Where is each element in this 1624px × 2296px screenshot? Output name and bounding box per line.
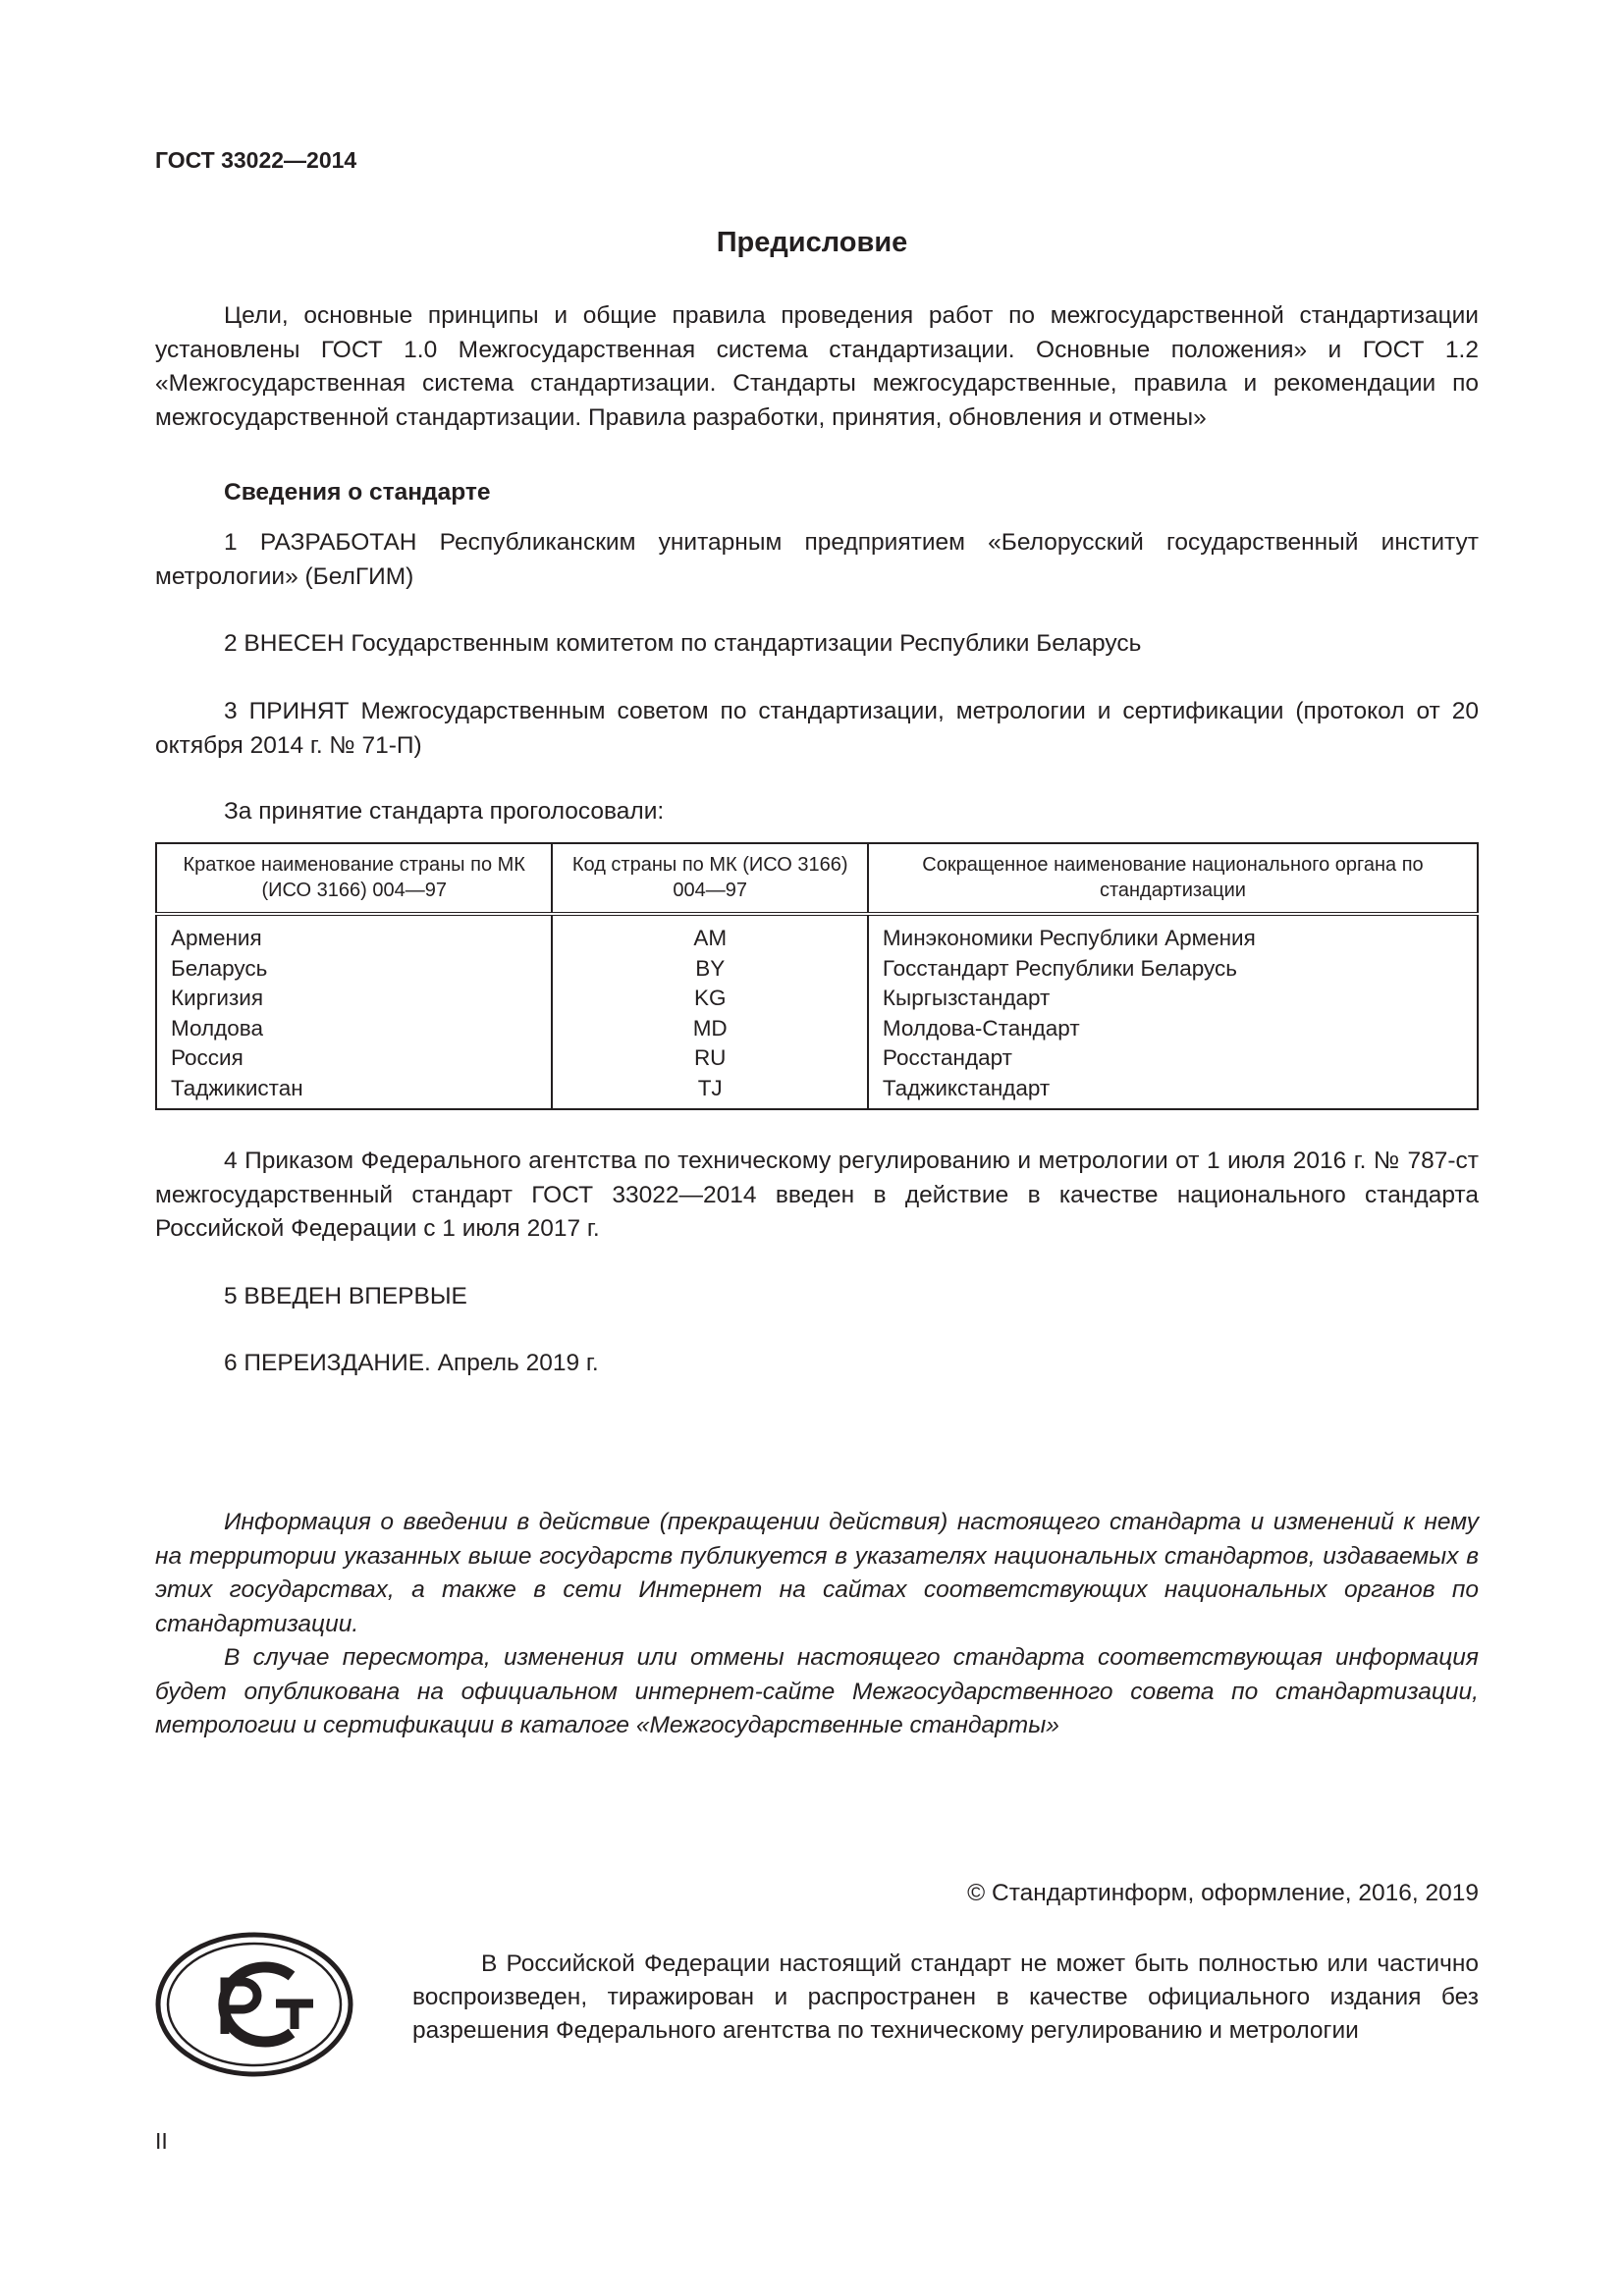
item-3-block: [155, 695, 1479, 763]
body-cell: Таджикстандарт: [868, 1074, 1478, 1109]
item-5: 5 ВВЕДЕН ВПЕРВЫЕ: [224, 1283, 467, 1309]
table-header-body: Сокращенное наименование национального органа по стандартизации: [868, 843, 1478, 914]
body-cell: Кыргызстандарт: [868, 984, 1478, 1014]
item-4-block: [155, 1145, 1479, 1247]
item-2-block: [155, 627, 1479, 662]
country-cell: Армения: [156, 914, 552, 954]
country-cell: Беларусь: [156, 954, 552, 985]
info-heading-block: [155, 476, 1479, 510]
table-header-country: Краткое наименование страны по МК (ИСО 3166) 004—97: [156, 843, 552, 914]
notice-paragraph-2: В случае пересмотра, изменения или отмены настоящего стандарта соответствующая информация будет опубликована на официальном интернет-сайте Межгосударственного совета по стандартизации, метрологии и сертификации в каталоге «Межгосударственные стандарты»: [155, 1644, 1479, 1738]
item-6-block: [155, 1347, 1479, 1381]
body-cell: Молдова-Стандарт: [868, 1014, 1478, 1044]
table-row: [156, 984, 1478, 1014]
vote-intro: За принятие стандарта проголосовали:: [224, 798, 665, 825]
intro-paragraph: Цели, основные принципы и общие правила проведения работ по межгосударственной стандартизации установлены ГОСТ 1.0 Межгосударственная система стандартизации. Основные положения» и ГОСТ 1.2 «Межгосударственная система стандартизации. Стандарты межгосударственные, правила и рекомендации по межгосударственной стандартизации. Правила разработки, принятия, обновления и отмены»: [155, 302, 1479, 431]
country-cell: Таджикистан: [156, 1074, 552, 1109]
item-1-block: [155, 526, 1479, 594]
item-3: 3 ПРИНЯТ Межгосударственным советом по стандартизации, метрологии и сертификации (протокол от 20 октября 2014 г. № 71-П): [155, 698, 1479, 759]
notice-paragraph-1: Информация о введении в действие (прекращении действия) настоящего стандарта и изменений к нему на территории указанных выше государств публикуется в указателях национальных стандартов, издаваемых в этих государствах, а также в сети Интернет на сайтах соответствующих национальных органов по стандартизации.: [155, 1509, 1479, 1637]
table-row: [156, 954, 1478, 985]
body-cell: Госстандарт Республики Беларусь: [868, 954, 1478, 985]
table-row: [156, 1043, 1478, 1074]
code-cell: MD: [552, 1014, 867, 1044]
body-cell: Минэкономики Республики Армения: [868, 914, 1478, 954]
table-row: [156, 1074, 1478, 1109]
intro-block: [155, 299, 1479, 435]
code-cell: KG: [552, 984, 867, 1014]
code-cell: AM: [552, 914, 867, 954]
item-6: 6 ПЕРЕИЗДАНИЕ. Апрель 2019 г.: [224, 1350, 599, 1376]
code-cell: BY: [552, 954, 867, 985]
table-header-code: Код страны по МК (ИСО 3166) 004—97: [552, 843, 867, 914]
item-1: 1 РАЗРАБОТАН Республиканским унитарным предприятием «Белорусский государственный институт метрологии» (БелГИМ): [155, 529, 1479, 590]
country-cell: Киргизия: [156, 984, 552, 1014]
info-heading: Сведения о стандарте: [224, 479, 491, 506]
item-4: 4 Приказом Федерального агентства по техническому регулированию и метрологии от 1 июля 2016 г. № 787-ст межгосударственный стандарт ГОСТ 33022—2014 введен в действие в качестве национального стандарта Российской Федерации с 1 июля 2017 г.: [155, 1148, 1479, 1242]
body-cell: Росстандарт: [868, 1043, 1478, 1074]
country-cell: Молдова: [156, 1014, 552, 1044]
page-number: II: [155, 2128, 168, 2154]
standard-code-header: ГОСТ 33022—2014: [155, 147, 357, 173]
rst-logo-icon: [154, 1931, 354, 2078]
vote-intro-block: [155, 795, 1479, 829]
code-cell: RU: [552, 1043, 867, 1074]
item-5-block: [155, 1280, 1479, 1314]
copyright-line: © Стандартинформ, оформление, 2016, 2019: [967, 1880, 1479, 1906]
voting-table: [155, 842, 1479, 1110]
item-2: 2 ВНЕСЕН Государственным комитетом по стандартизации Республики Беларусь: [224, 630, 1142, 657]
table-header-row: [156, 843, 1478, 914]
rights-notice: В Российской Федерации настоящий стандарт не может быть полностью или частично воспроизведен, тиражирован и распространен в качестве официального издания без разрешения Федерального агентства по техническому регулированию и метрологии: [412, 1950, 1479, 2044]
code-cell: TJ: [552, 1074, 867, 1109]
country-cell: Россия: [156, 1043, 552, 1074]
table-row: [156, 914, 1478, 954]
page-title: Предисловие: [716, 227, 908, 258]
notice-block: [155, 1506, 1479, 1743]
table-row: [156, 1014, 1478, 1044]
